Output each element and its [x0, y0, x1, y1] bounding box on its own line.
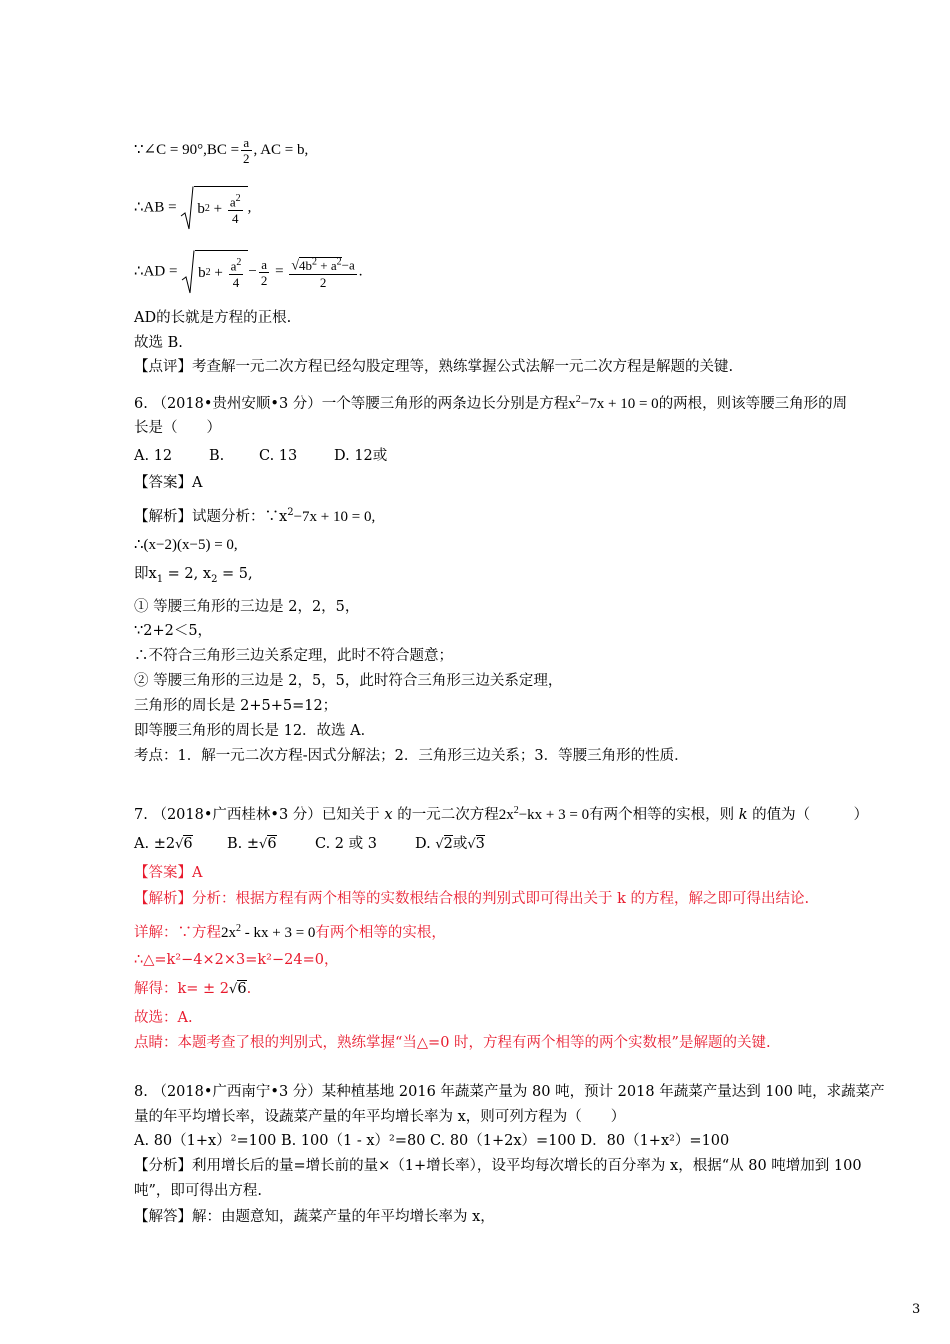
text: + a	[317, 257, 337, 273]
text: 或	[452, 836, 468, 852]
text: −a	[341, 257, 355, 273]
q8-stem-line1: 8. （2018•广西南宁•3 分）某种植基地 2016 年蔬菜产量为 80 吨，预计 2018 年蔬菜产量达到 100 吨，求蔬菜产	[134, 1084, 885, 1100]
q7-stem	[134, 801, 868, 825]
text: ∵∠C = 90°,BC =	[134, 141, 240, 158]
text: +	[214, 264, 223, 281]
q6-equation: $x^2-7x + 10 = 0$	[568, 394, 659, 412]
text: b	[198, 264, 206, 281]
text: −7x + 10 = 0	[580, 396, 659, 412]
text: 详解：∵方程	[134, 925, 221, 941]
text: 2x	[221, 925, 236, 941]
line-choose-b: 故选 B.	[134, 335, 183, 351]
text: −7x + 10 = 0,	[293, 508, 376, 525]
den: 4	[228, 210, 243, 226]
text: 6	[183, 836, 193, 852]
text: 【解析】试题分析：∵x	[134, 508, 288, 525]
q7-answer: 【答案】A	[134, 865, 203, 881]
q8-analysis-line2: 吨”，即可得出方程.	[134, 1183, 263, 1199]
fraction: $\frac{a^2}{4}$	[229, 193, 241, 226]
text: = 5,	[217, 566, 253, 582]
q8-options: A. 80（1+x）²=100 B. 100（1 - x）²=80 C. 80（1+2x）=100 D．80（1+x²）=100	[134, 1133, 730, 1149]
page-number: 3	[912, 1302, 921, 1317]
sqrt-ab: b 2 + $\frac{a^2}{4}$	[180, 186, 247, 230]
text: b	[197, 200, 205, 217]
text: .	[246, 981, 252, 997]
option-d: D. 12或	[334, 448, 388, 464]
q8-stem-line2: 量的年平均增长率，设蔬菜产量的年平均增长率为 x，则可列方程为（ ）	[134, 1109, 626, 1125]
text: 7. （2018•广西桂林•3 分）已知关于	[134, 807, 380, 823]
option-b: B.	[209, 448, 225, 464]
text: 有两个相等的实根，	[315, 925, 446, 941]
den: 2	[243, 151, 250, 166]
option-d: D. √2或√3	[415, 836, 485, 852]
text: A. ±2	[134, 836, 176, 852]
q6-case2: ② 等腰三角形的三边是 2，5，5，此时符合三角形三边关系定理，	[134, 673, 563, 689]
q6-stem-line2: 长是（ ）	[134, 420, 221, 436]
num: a	[243, 135, 250, 150]
q6-answer: 【答案】A	[134, 475, 203, 491]
text: x	[568, 396, 576, 412]
q7-equation: $2x^2-kx + 3 = 0$	[498, 805, 590, 823]
q8-analysis-line1: 【分析】利用增长后的量=增长前的量×（1+增长率），设平均每次增长的百分率为 x，根据“从 80 吨增加到 100	[134, 1158, 862, 1174]
radical-sign-icon	[180, 186, 194, 230]
fraction-a2	[259, 257, 270, 288]
line-angle-c	[134, 135, 308, 166]
q6-case2c: 即等腰三角形的周长是 12．故选 A．	[134, 723, 376, 739]
text: 2	[443, 836, 453, 852]
q8-answer: 【解答】解：由题意知，蔬菜产量的年平均增长率为 x，	[134, 1209, 495, 1225]
text: 的值为（ ）	[752, 807, 869, 823]
q6-case1b: ∵2+2＜5，	[134, 623, 213, 639]
num: a	[229, 194, 236, 210]
text: 有两个相等的实根，则	[589, 807, 735, 823]
q7-analysis: 【解析】分析：根据方程有两个相等的实数根结合根的判别式即可得出关于 k 的方程，解之即可得出结论.	[134, 891, 810, 907]
q6-case1c: ∴不符合三角形三边关系定理，此时不符合题意；	[134, 648, 453, 664]
text: - kx + 3 = 0	[241, 925, 316, 941]
q6-step1: ∴(x−2)(x−5) = 0,	[134, 537, 238, 553]
text: 3	[475, 836, 485, 852]
q6-analysis: 【解析】试题分析：$\because x^2-7x + 10 = 0$,	[134, 507, 376, 525]
text: , AC = b,	[253, 141, 309, 158]
text: ∴AD =	[134, 263, 178, 280]
text: =	[275, 263, 284, 280]
q7-detail	[134, 919, 446, 943]
text: k	[738, 807, 748, 823]
text: ,	[247, 199, 252, 216]
text: = 2, x	[163, 566, 212, 582]
radical-sign-icon	[181, 250, 195, 294]
fraction: $\frac{a^2}{4}$	[230, 257, 242, 290]
text: +	[213, 200, 223, 217]
comment-top: 【点评】考查解一元二次方程已经勾股定理等，熟练掌握公式法解一元二次方程是解题的关键.	[134, 359, 734, 375]
option-c: C. 2 或 3	[315, 836, 377, 852]
q7-solve: 解得：k= ± 2√6.	[134, 981, 252, 997]
option-a: A. 12	[134, 448, 173, 464]
text: 解得：k= ± 2	[134, 981, 230, 997]
text: x	[384, 807, 393, 823]
line-ad-root: AD的长就是方程的正根.	[134, 310, 292, 326]
option-b: B. ±√6	[227, 836, 277, 852]
fraction-result: $\frac{√4b^2 + a^2-a}{2}$	[291, 256, 355, 290]
den: 2	[289, 274, 356, 290]
text: 2x	[498, 807, 514, 823]
q6-options	[134, 446, 387, 466]
option-c: C. 13	[259, 448, 298, 464]
text: D.	[415, 836, 431, 852]
line-ab	[134, 186, 251, 230]
q7-delta: ∴△=k²−4×2×3=k²−24=0，	[134, 952, 339, 968]
q7-choose: 故选：A.	[134, 1010, 193, 1026]
den: 2	[260, 272, 268, 288]
fraction-bc	[241, 135, 252, 166]
text: ∴AB =	[134, 199, 177, 216]
sqrt-ad: b 2 + $\frac{a^2}{4}$	[181, 250, 248, 294]
text: 6	[267, 836, 277, 852]
text: B. ±	[227, 836, 260, 852]
den: 4	[229, 274, 244, 290]
num: a	[230, 258, 237, 274]
q7-detail-equation: $2x^2$ - kx + 3 = 0	[221, 923, 316, 941]
text: 的两根，则该等腰三角形的周	[658, 396, 848, 412]
text: −kx + 3 = 0	[518, 807, 590, 823]
text: 4b	[299, 257, 313, 273]
q7-options	[134, 834, 485, 855]
option-a: A. ±2√6	[134, 836, 193, 852]
text: 的一元二次方程	[397, 807, 499, 823]
q6-case2b: 三角形的周长是 2+5+5=12；	[134, 698, 338, 714]
line-ad: ∴AD = b 2 + $\frac{a^2}{4}$ − $\frac{a}{2}$ = $\frac{√4b^2 + a^2-a}{2}$ .	[134, 250, 363, 294]
q6-stem-line1	[134, 390, 847, 414]
q7-comment: 点睛：本题考查了根的判别式，熟练掌握“当△=0 时，方程有两个相等的两个实数根”是解题的关键.	[134, 1035, 771, 1051]
q6-case1: ① 等腰三角形的三边是 2，2，5，	[134, 599, 360, 615]
q6-points: 考点：1．解一元二次方程-因式分解法；2．三角形三边关系；3．等腰三角形的性质．	[134, 748, 689, 764]
num: a	[261, 256, 268, 272]
text: 6	[237, 981, 247, 997]
text: 即x	[134, 566, 157, 582]
q6-step2: 即$x_1 = 2$, $x_2 = 5$,	[134, 566, 253, 585]
text: 6. （2018•贵州安顺•3 分）一个等腰三角形的两条边长分别是方程	[134, 396, 569, 412]
